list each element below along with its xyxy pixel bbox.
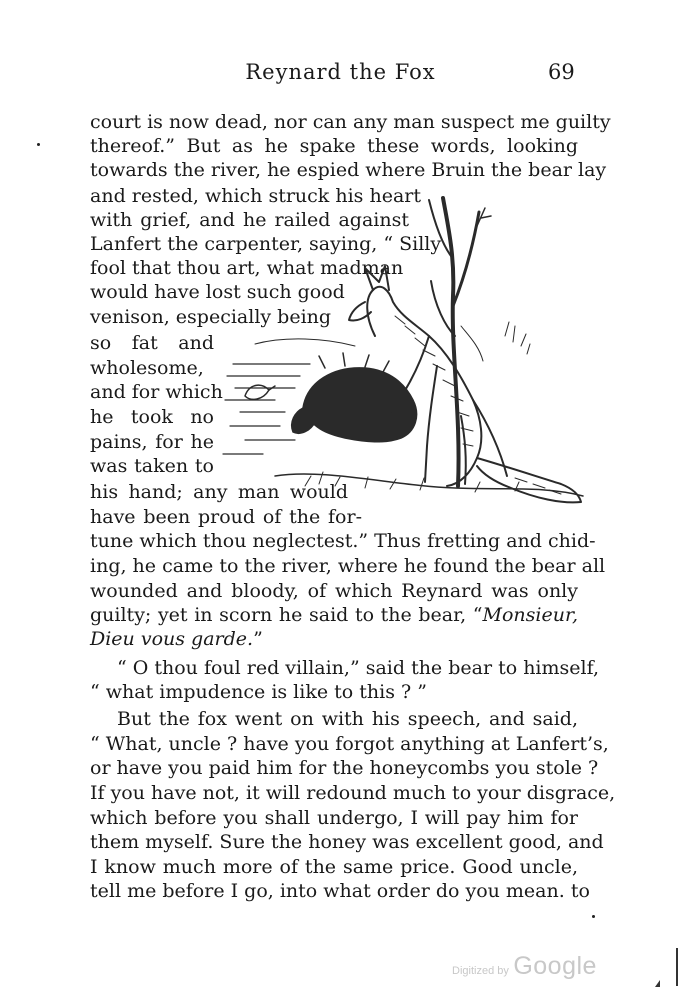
italic-phrase: Monsieur, bbox=[482, 604, 578, 626]
text-line: wholesome, bbox=[90, 357, 204, 379]
text-line: was taken to bbox=[90, 455, 214, 477]
text-line: wounded and bloody, of which Reynard was only bbox=[90, 580, 578, 602]
text-line: “ what impudence is like to this ? ” bbox=[90, 681, 427, 703]
text-line: venison, especially being bbox=[90, 306, 332, 328]
text-line: tell me before I go, into what order do you mean. to bbox=[90, 880, 590, 902]
text-line: “ What, uncle ? have you forgot anything at Lanfert’s, bbox=[90, 733, 609, 755]
page-number: 69 bbox=[548, 60, 575, 84]
digitized-by-google-watermark bbox=[452, 952, 597, 981]
text-line: and rested, which struck his heart bbox=[90, 185, 421, 207]
text-line: his hand; any man would bbox=[90, 481, 348, 503]
fox-and-bear-engraving-icon bbox=[215, 186, 590, 531]
text-line: would have lost such good bbox=[90, 281, 345, 303]
text-line: or have you paid him for the honeycombs you stole ? bbox=[90, 757, 599, 779]
text-span: guilty; yet in scorn he said to the bear, “ bbox=[90, 604, 483, 626]
text-line: with grief, and he railed against bbox=[90, 209, 409, 231]
text-line: tune which thou neglectest.” Thus fretting and chid- bbox=[90, 530, 596, 552]
text-line: have been proud of the for- bbox=[90, 506, 362, 528]
text-line: pains, for he bbox=[90, 431, 214, 453]
text-line: Lanfert the carpenter, saying, “ Silly bbox=[90, 233, 442, 255]
text-line: he took no bbox=[90, 406, 214, 428]
text-span: ” bbox=[253, 628, 263, 650]
text-line: I know much more of the same price. Good uncle, bbox=[90, 856, 578, 878]
text-line: ing, he came to the river, where he found the bear all bbox=[90, 555, 606, 577]
text-line: fool that thou art, what madman bbox=[90, 257, 404, 279]
text-line: which before you shall undergo, I will pay him for bbox=[90, 807, 578, 829]
text-line: If you have not, it will redound much to your disgrace, bbox=[90, 782, 616, 804]
text-line: “ O thou foul red villain,” said the bear to himself, bbox=[117, 657, 599, 679]
text-line: and for which bbox=[90, 381, 223, 403]
text-line: towards the river, he espied where Bruin the bear lay bbox=[90, 159, 607, 181]
page-edge-mark bbox=[655, 980, 660, 987]
text-line: court is now dead, nor can any man suspect me guilty bbox=[90, 111, 611, 133]
text-line-with-italic bbox=[90, 603, 578, 627]
margin-speck bbox=[37, 143, 40, 146]
running-header-title: Reynard the Fox bbox=[245, 60, 436, 84]
text-line: them myself. Sure the honey was excellent good, and bbox=[90, 831, 604, 853]
watermark-brand: Google bbox=[513, 952, 597, 980]
text-line: thereof.” But as he spake these words, looking bbox=[90, 135, 578, 157]
text-line-with-italic bbox=[90, 627, 263, 651]
text-line: But the fox went on with his speech, and said, bbox=[117, 708, 578, 730]
italic-phrase: Dieu vous garde. bbox=[90, 628, 254, 650]
watermark-prefix: Digitized by bbox=[452, 965, 509, 977]
margin-speck bbox=[592, 915, 595, 918]
text-line: so fat and bbox=[90, 332, 214, 354]
page-edge-bar bbox=[676, 948, 678, 986]
